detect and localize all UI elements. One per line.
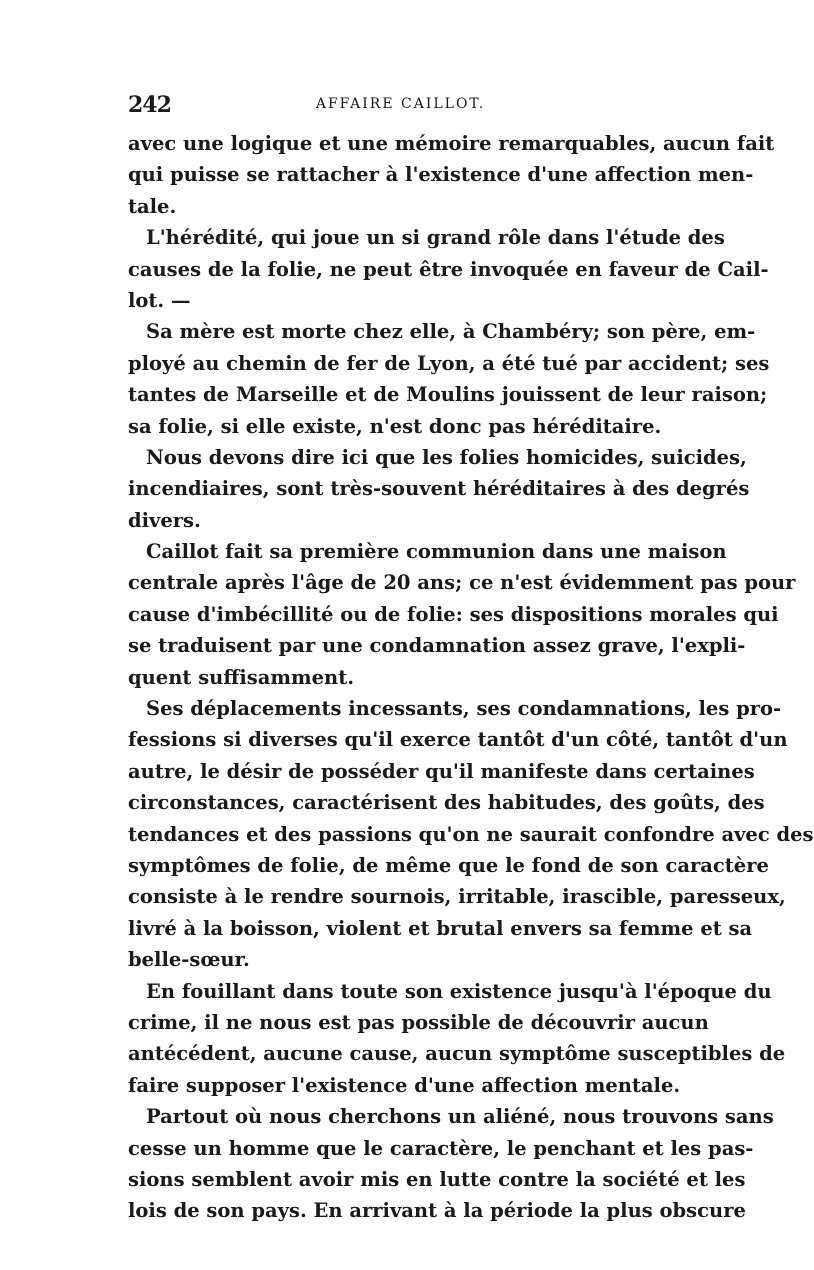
text-line: divers. [128, 508, 201, 532]
text-line: faire supposer l'existence d'une affection mentale. [128, 1073, 681, 1097]
text-line: fessions si diverses qu'il exerce tantôt d'un côté, tantôt d'un [128, 728, 788, 752]
text-line: sa folie, si elle existe, n'est donc pas héréditaire. [128, 414, 662, 438]
page-number: 242 [128, 92, 171, 118]
page-header [128, 92, 673, 120]
text-line: symptômes de folie, de même que le fond de son caractère [128, 853, 769, 877]
running-title: AFFAIRE CAILLOT. [315, 96, 486, 112]
text-line: livré à la boisson, violent et brutal envers sa femme et sa [128, 916, 753, 940]
text-line: tale. [128, 194, 177, 218]
text-line: Partout où nous cherchons un aliéné, nous trouvons sans [146, 1105, 774, 1129]
text-line: crime, il ne nous est pas possible de découvrir aucun [128, 1010, 709, 1034]
text-line: En fouillant dans toute son existence jusqu'à l'époque du [146, 979, 772, 1003]
text-line: Nous devons dire ici que les folies homicides, suicides, [146, 445, 747, 469]
text-line: tendances et des passions qu'on ne saurait confondre avec des [128, 822, 814, 846]
text-line: L'hérédité, qui joue un si grand rôle dans l'étude des [146, 226, 725, 250]
body-text [128, 128, 814, 1227]
text-line: belle-sœur. [128, 948, 250, 972]
text-line: sions semblent avoir mis en lutte contre la société et les [128, 1167, 746, 1191]
text-line: avec une logique et une mémoire remarquables, aucun fait [128, 132, 775, 155]
text-line: antécédent, aucune cause, aucun symptôme susceptibles de [128, 1042, 786, 1066]
text-line: tantes de Marseille et de Moulins jouissent de leur raison; [128, 383, 768, 407]
text-line: Sa mère est morte chez elle, à Chambéry; son père, em- [146, 320, 756, 344]
text-line: Ses déplacements incessants, ses condamnations, les pro- [146, 697, 782, 721]
text-line: Caillot fait sa première communion dans une maison [146, 540, 727, 564]
text-line: lois de son pays. En arrivant à la période la plus obscure [128, 1199, 746, 1223]
text-line: cause d'imbécillité ou de folie: ses dispositions morales qui [128, 602, 779, 626]
text-line: autre, le désir de posséder qu'il manifeste dans certaines [128, 759, 755, 783]
text-line: circonstances, caractérisent des habitudes, des goûts, des [128, 791, 765, 815]
text-line: qui puisse se rattacher à l'existence d'une affection men- [128, 163, 754, 187]
text-line: se traduisent par une condamnation assez grave, l'expli- [128, 634, 746, 658]
text-line: cesse un homme que le caractère, le penchant et les pas- [128, 1136, 754, 1160]
text-line: causes de la folie, ne peut être invoquée en faveur de Cail- [128, 257, 769, 281]
text-line: ployé au chemin de fer de Lyon, a été tué par accident; ses [128, 351, 770, 375]
text-line: lot. — [128, 288, 191, 312]
text-line: centrale après l'âge de 20 ans; ce n'est évidemment pas pour [128, 571, 796, 595]
text-line: incendiaires, sont très-souvent héréditaires à des degrés [128, 477, 750, 501]
text-line: quent suffisamment. [128, 665, 355, 689]
text-line: consiste à le rendre sournois, irritable, irascible, paresseux, [128, 885, 786, 909]
